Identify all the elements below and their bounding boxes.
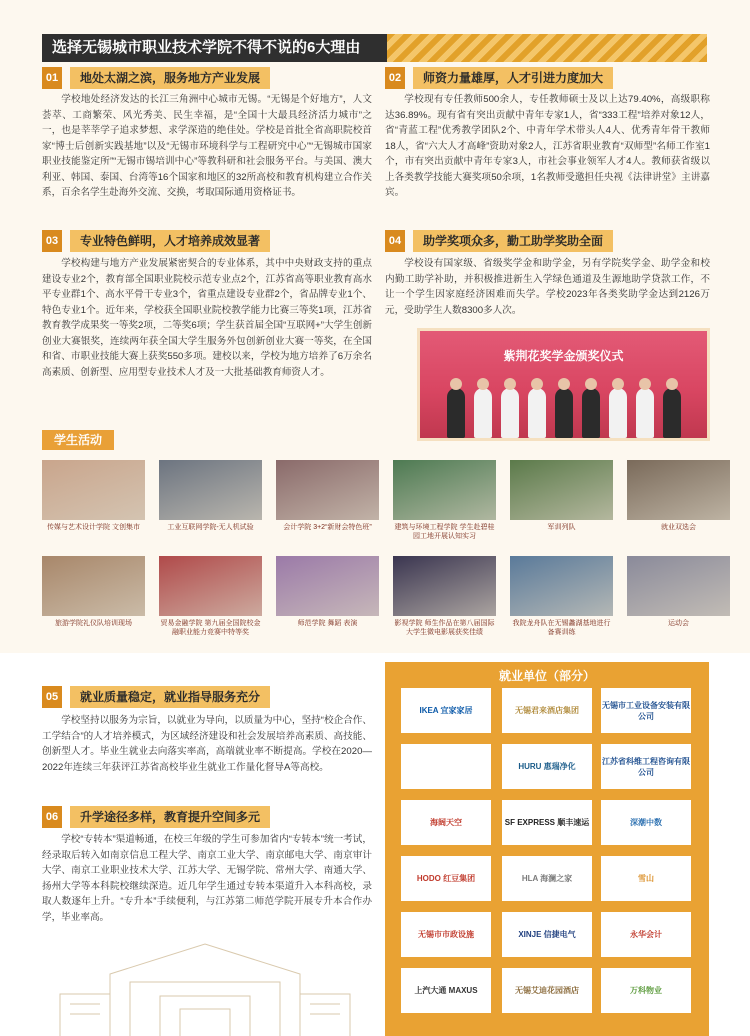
activity-photo [510,460,613,520]
section-06-text: 学校“专转本”渠道畅通，在校三年级的学生可参加省内“专转本”统一考试，经录取后转入如南京信息工程大学、南京工业大学、南京邮电大学、南京审计大学、南京工业职业技术大学、江苏大学、无锡学院、常州大学、南通大学、扬州大学等本科院校继续深造。近几年学生通过专转本渠道升入本科高校，录取人数逐年上升。“专升本”手续便利，与江苏第二师范学院开展专升本合作办学，毕业率高。 [42,834,372,923]
section-02-header [385,67,613,89]
activity-photo [276,460,379,520]
employer-logo: 无锡市工业设备安装有限公司 [601,688,691,733]
activity-caption: 会计学院 3+2“新财会特色班” [283,524,372,531]
employer-logo: 江苏省科维工程咨询有限公司 [601,744,691,789]
section-01-header [42,67,270,89]
activity-caption: 运动会 [668,620,689,627]
section-title: 专业特色鲜明，人才培养成效显著 [70,230,270,252]
award-ceremony-photo [417,328,710,441]
activity-caption: 建筑与环境工程学院 学生赴碧桂园工地开展认知实习 [394,524,495,540]
employer-logo: 上汽大通 MAXUS [401,968,491,1013]
employer-logo: 无锡市市政设施 [401,912,491,957]
banner-stripe [387,34,707,62]
section-title: 就业质量稳定，就业指导服务充分 [70,686,270,708]
section-05-header [42,686,270,708]
section-03-header [42,230,270,252]
employer-logo: SF EXPRESS 顺丰速运 [502,800,592,845]
employers-panel [385,662,709,1036]
employer-logo: 无锡艾迪花园酒店 [502,968,592,1013]
activity-caption: 就业双选会 [661,524,696,531]
section-number: 05 [42,686,62,708]
activity-tile [42,460,145,532]
activity-tile [627,556,730,628]
activity-tile [393,556,496,637]
employer-logo: 万科物业 [601,968,691,1013]
employer-logo: 永华会计 [601,912,691,957]
award-photo-title: 紫荆花奖学金颁奖仪式 [503,349,624,363]
activity-photo [159,556,262,616]
activity-photo [510,556,613,616]
employers-title: 就业单位（部分） [498,669,595,683]
section-number: 02 [385,67,405,89]
activity-caption: 传媒与艺术设计学院 文创集市 [47,524,140,531]
person-figure [501,388,519,438]
employer-logo: 雪山 [601,856,691,901]
campus-building-illustration [40,934,370,1036]
section-03-text: 学校构建与地方产业发展紧密契合的专业体系，其中中央财政支持的重点建设专业2个，教育部全国职业院校示范专业点2个，江苏省高等职业教育高水平专业群1个、高水平骨干专业3个，省重点建设专业群2个，省品牌专业1个、特色专业1个。近年来，学校获全国职业院校教学能力比赛三等奖1项，江苏省教育教学成果奖一等奖2项，二等奖6项；学生获首届全国“互联网+”大学生创新创业大赛银奖，连续两年获全国大学生服务外包创新创业大赛一等奖，在全国和省、市职业技能大赛上获奖550多项。建校以来，学校为地方培养了6万余名高素质、创新型、应用型专业技术人才及一大批基础教育师资人才。 [42,258,372,378]
award-people [420,380,707,438]
activities-gallery [42,460,708,652]
section-number: 06 [42,806,62,828]
person-figure [555,388,573,438]
employer-logo [401,744,491,789]
activity-caption: 旅游学院礼仪队培训现场 [55,620,132,627]
person-figure [447,388,465,438]
activity-photo [276,556,379,616]
employer-logo: HURU 惠瑞净化 [502,744,592,789]
activities-header: 学生活动 [42,430,114,450]
section-title: 助学奖项众多，勤工助学奖助全面 [413,230,613,252]
activity-tile [159,460,262,532]
activity-tile [159,556,262,637]
section-number: 03 [42,230,62,252]
employer-logo: HLA 海澜之家 [502,856,592,901]
section-05-text: 学校坚持以服务为宗旨，以就业为导向，以质量为中心，坚持“校企合作、工学结合”的人才培养模式，为区域经济建设和社会发展培养高素质、高技能、创新型人才。毕业生就业去向落实率高，高端就业率不断提高。学校在2020—2022年连续三年获评江苏省高校毕业生就业工作量化督导A等高校。 [42,715,372,773]
section-01-text: 学校地处经济发达的长江三角洲中心城市无锡。“无锡是个好地方”，人文荟萃、工商繁荣、风光秀美、民生幸福，是“全国十大最具经济活力城市”之一，也是莘莘学子追求梦想、求学深造的绝佳处。学校是首批全省高职院校首家“博士后创新实践基地”以及“无锡市环境科学与工程研究中心”“无锡城市国家职业技能鉴定所”“无锡市锡培训中心”等教科研和社会服务平台。与美国、澳大利亚、韩国、泰国、台湾等16个国家和地区的32所高校和教育机构建立合作关系，百余名学生赴海外交流、交换，考取国际通用资格证书。 [42,94,372,198]
section-04-header [385,230,613,252]
page-banner: 选择无锡城市职业技术学院不得不说的6大理由 [42,34,387,62]
activity-photo [393,556,496,616]
activity-tile [510,556,613,637]
person-figure [474,388,492,438]
activity-photo [159,460,262,520]
activity-tile [276,556,379,628]
section-title: 地处太湖之滨，服务地方产业发展 [70,67,270,89]
activity-caption: 工业互联网学院-无人机试验 [167,524,254,531]
employer-logo: XINJE 信捷电气 [502,912,592,957]
section-number: 01 [42,67,62,89]
activity-caption: 贸易金融学院 第九届全国院校金融职业能力竞赛中特等奖 [160,620,261,636]
activity-tile [276,460,379,532]
section-04-text: 学校设有国家级、省级奖学金和助学金，另有学院奖学金、助学金和校内勤工助学补助，并积极推进新生入学绿色通道及生源地助学贷款工作，不让一个学生因家庭经济困难而失学。学校2023年各类奖助学金达到2126万元，受助学生人数8300多人次。 [385,258,710,316]
employer-logo: 海阔天空 [401,800,491,845]
section-02-text: 学校现有专任教师500余人，专任教师硕士及以上达79.40%，高级职称达36.89%。现有省有突出贡献中青年专家1人，省“333工程”培养对象12人，省“青蓝工程”优秀教学团队2个、中青年学术带头人4人、优秀青年骨干教师18人，省“六大人才高峰”资助对象2人，江苏省职业教育“双师型”名师工作室1个，市有突出贡献中青年专家3人，市社会事业领军人才4人。教师获省级以上各类教学技能大赛奖项50余项，1名教师受邀担任央视《法律讲堂》主讲嘉宾。 [385,94,710,198]
activity-tile [42,556,145,628]
person-figure [582,388,600,438]
person-figure [609,388,627,438]
activity-photo [393,460,496,520]
employer-logo: IKEA 宜家家居 [401,688,491,733]
section-06-header [42,806,270,828]
employer-logo: 无锡君来酒店集团 [502,688,592,733]
section-title: 升学途径多样，教育提升空间多元 [70,806,270,828]
section-title: 师资力量雄厚，人才引进力度加大 [413,67,613,89]
activity-tile [627,460,730,532]
activity-photo [627,460,730,520]
employer-logo: 深潮中数 [601,800,691,845]
activity-photo [42,460,145,520]
activity-tile [393,460,496,541]
activity-caption: 我院龙舟队在无锡蠡湖基地进行备赛训练 [512,620,611,636]
employer-logo: HODO 红豆集团 [401,856,491,901]
person-figure [528,388,546,438]
activity-tile [510,460,613,532]
activity-photo [42,556,145,616]
activity-caption: 军训列队 [547,524,576,531]
activity-caption: 师范学院 舞蹈 表演 [297,620,358,627]
person-figure [636,388,654,438]
activity-photo [627,556,730,616]
section-number: 04 [385,230,405,252]
person-figure [663,388,681,438]
activity-caption: 影视学院 师生作品在第八届国际大学生微电影展获奖佳绩 [394,620,495,636]
